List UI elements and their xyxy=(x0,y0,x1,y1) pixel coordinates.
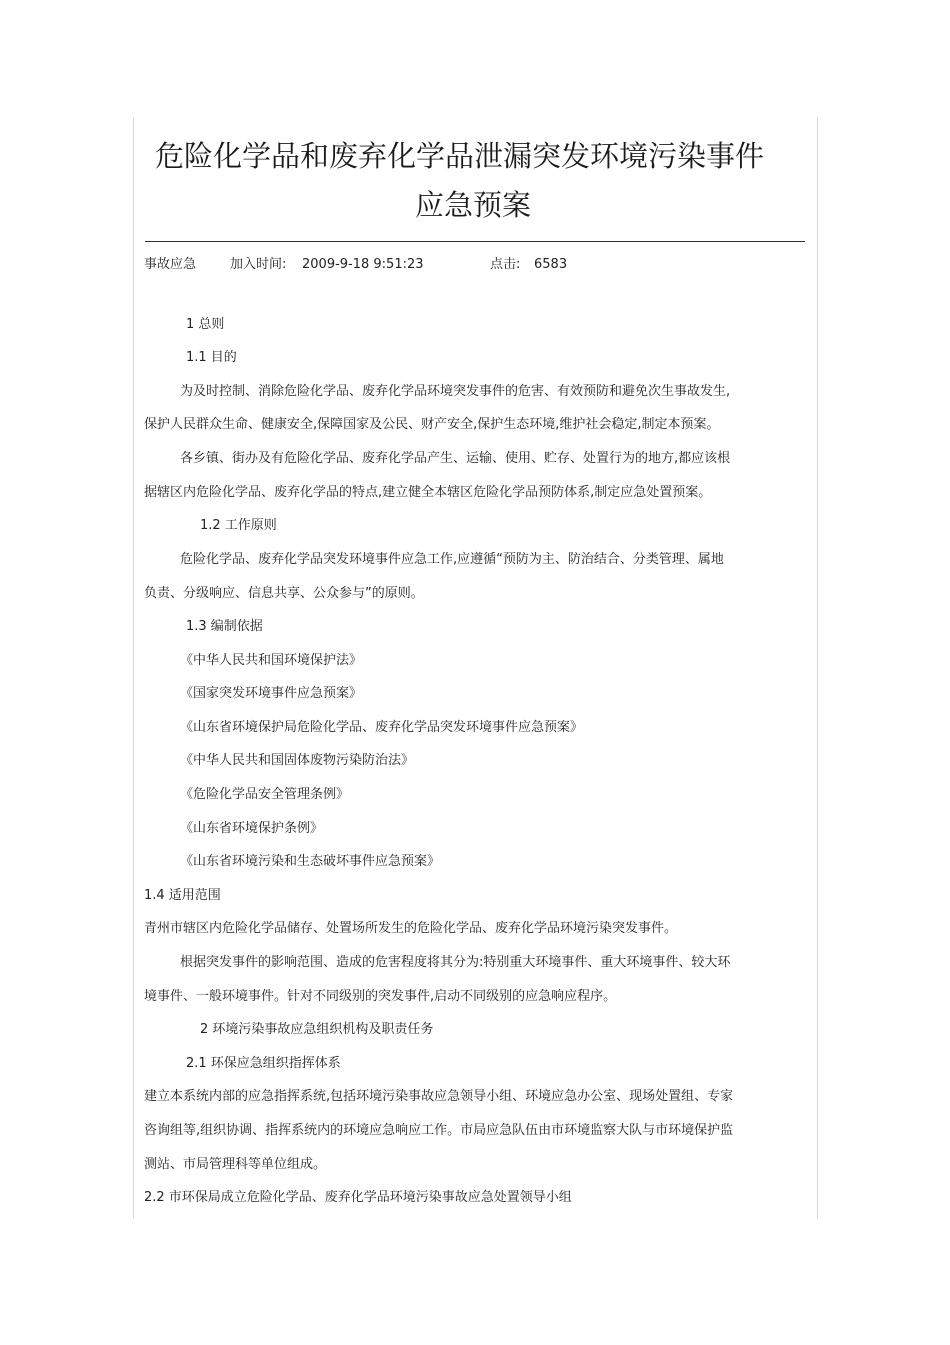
added-time-value: 2009-9-18 9:51:23 xyxy=(302,257,424,272)
paragraph-line: 测站、市局管理科等单位组成。 xyxy=(144,1157,327,1172)
subsection-heading: 2.1 环保应急组织指挥体系 xyxy=(186,1056,341,1071)
section-heading: 1 总则 xyxy=(186,317,225,332)
reference-item: 《中华人民共和国环境保护法》 xyxy=(180,653,363,668)
paragraph-line: 根据突发事件的影响范围、造成的危害程度将其分为:特别重大环境事件、重大环境事件、较大环 xyxy=(180,955,731,970)
subsection-heading: 1.3 编制依据 xyxy=(186,619,263,634)
paragraph-line: 青州市辖区内危险化学品储存、处置场所发生的危险化学品、废弃化学品环境污染突发事件。 xyxy=(144,921,678,936)
subsection-heading: 2.2 市环保局成立危险化学品、废弃化学品环境污染事故应急处置领导小组 xyxy=(144,1190,572,1205)
added-time-label: 加入时间: xyxy=(230,257,287,272)
reference-item: 《山东省环境保护条例》 xyxy=(180,821,324,836)
category-label: 事故应急 xyxy=(144,257,197,272)
page-title-line-2: 应急预案 xyxy=(415,188,532,222)
paragraph-line: 据辖区内危险化学品、废弃化学品的特点,建立健全本辖区危险化学品预防体系,制定应急处置预案。 xyxy=(144,485,712,500)
paragraph-line: 保护人民群众生命、健康安全,保障国家及公民、财产安全,保护生态环境,维护社会稳定,制定本预案。 xyxy=(144,417,720,432)
page-border-right xyxy=(817,118,818,1218)
paragraph-line: 建立本系统内部的应急指挥系统,包括环境污染事故应急领导小组、环境应急办公室、现场处置组、专家 xyxy=(144,1089,734,1104)
paragraph-line: 咨询组等,组织协调、指挥系统内的环境应急响应工作。市局应急队伍由市环境监察大队与市环境保护监 xyxy=(144,1123,734,1138)
subsection-heading: 1.1 目的 xyxy=(186,350,237,365)
paragraph-line: 各乡镇、街办及有危险化学品、废弃化学品产生、运输、使用、贮存、处置行为的地方,都应该根 xyxy=(180,451,731,466)
paragraph-line: 为及时控制、消除危险化学品、废弃化学品环境突发事件的危害、有效预防和避免次生事故发生, xyxy=(180,384,731,399)
paragraph-line: 境事件、一般环境事件。针对不同级别的突发事件,启动不同级别的应急响应程序。 xyxy=(144,989,617,1004)
page-border-left xyxy=(133,118,134,1218)
subsection-heading: 1.4 适用范围 xyxy=(144,888,221,903)
clicks-value: 6583 xyxy=(534,257,568,272)
reference-item: 《山东省环境污染和生态破坏事件应急预案》 xyxy=(180,854,441,869)
reference-item: 《中华人民共和国固体废物污染防治法》 xyxy=(180,753,415,768)
title-divider xyxy=(145,241,805,242)
paragraph-line: 负责、分级响应、信息共享、公众参与”的原则。 xyxy=(144,586,424,601)
page-title-line-1: 危险化学品和废弃化学品泄漏突发环境污染事件 xyxy=(155,139,765,173)
reference-item: 《危险化学品安全管理条例》 xyxy=(180,787,350,802)
reference-item: 《国家突发环境事件应急预案》 xyxy=(180,686,363,701)
reference-item: 《山东省环境保护局危险化学品、废弃化学品突发环境事件应急预案》 xyxy=(180,720,584,735)
subsection-heading: 1.2 工作原则 xyxy=(200,518,277,533)
section-heading: 2 环境污染事故应急组织机构及职责任务 xyxy=(200,1022,434,1037)
clicks-label: 点击: xyxy=(490,257,521,272)
paragraph-line: 危险化学品、废弃化学品突发环境事件应急工作,应遵循“预防为主、防治结合、分类管理、属地 xyxy=(180,552,724,567)
